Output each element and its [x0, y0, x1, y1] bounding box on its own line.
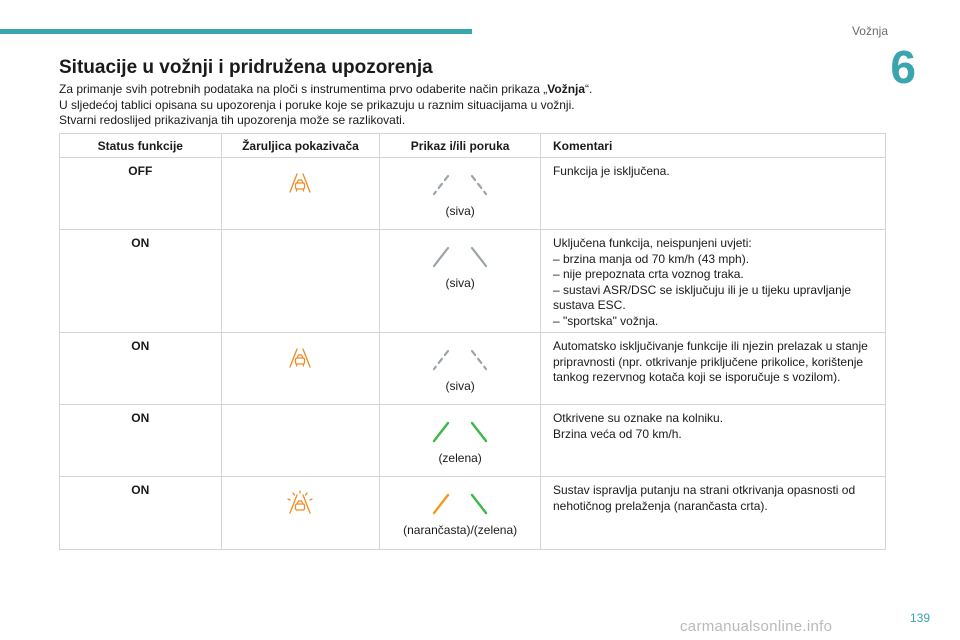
lane-lines-solid-grey-icon: [430, 246, 490, 268]
display-cell: [380, 405, 541, 477]
comment-line: – nije prepoznata crta voznog traka.: [552, 267, 744, 281]
table-row: [60, 333, 886, 405]
lamp-cell: [221, 477, 380, 550]
section-title: Vožnja: [851, 24, 888, 38]
lamp-cell: [221, 230, 380, 333]
status-cell: ON: [60, 405, 222, 477]
header-accent-bar: [0, 29, 472, 34]
intro-text: [59, 82, 592, 129]
display-label: (siva): [445, 379, 475, 393]
header-lamp: Žaruljica pokazivača: [221, 134, 380, 158]
status-cell: ON: [60, 230, 222, 333]
warnings-table: [59, 133, 886, 550]
lamp-cell: [221, 333, 380, 405]
mode-name: Vožnja: [547, 82, 586, 96]
chapter-number: 6: [890, 41, 916, 93]
comment-line: Brzina veća od 70 km/h.: [552, 426, 682, 441]
status-cell: ON: [60, 477, 222, 550]
table-header-row: [60, 134, 886, 158]
header-status: Status funkcije: [60, 134, 222, 158]
lane-lines-green-icon: [430, 421, 490, 443]
watermark: carmanualsonline.info: [680, 618, 833, 635]
comment-line: Automatsko isključivanje funkcije ili njezin prelazak u stanje pripravnosti (npr. otkrivanje priključene prikolice, korištenje tankog rezervnog kotača koji se isporučuje s vozilom).: [552, 339, 868, 384]
comment-line: – brzina manja od 70 km/h (43 mph).: [552, 251, 750, 266]
comment-line: – "sportska" vožnja.: [552, 313, 659, 328]
intro-line-1: Za primanje svih potrebnih podataka na ploči s instrumentima prvo odaberite način prikaza „Vožnja“.: [59, 82, 593, 96]
lane-warning-lamp-icon: [287, 171, 313, 195]
display-label: (narančasta)/(zelena): [403, 523, 518, 537]
display-cell: [380, 158, 541, 230]
lane-lines-dashed-grey-icon: [430, 349, 490, 371]
lane-lines-orange-green-icon: [430, 493, 490, 515]
intro-line-3: Stvarni redoslijed prikazivanja tih upozorenja može se razlikovati.: [59, 113, 406, 127]
table-row: [60, 230, 886, 333]
table-row: [60, 405, 886, 477]
header-display: Prikaz i/ili poruka: [380, 134, 541, 158]
display-cell: [380, 477, 541, 550]
comment-line: Uključena funkcija, neispunjeni uvjeti:: [552, 236, 752, 250]
comment-cell: [540, 158, 885, 230]
comment-line: Sustav ispravlja putanju na strani otkrivanja opasnosti od nehotičnog prelaženja (narančasta crta).: [552, 483, 856, 513]
table-row: [60, 158, 886, 230]
comment-cell: [540, 477, 885, 550]
intro-line-2: U sljedećoj tablici opisana su upozorenja i poruke koje se prikazuju u raznim situacijama u vožnji.: [59, 97, 575, 112]
display-cell: [380, 333, 541, 405]
lane-warning-lamp-icon: [287, 346, 313, 370]
comment-line: Otkrivene su oznake na kolniku.: [552, 411, 724, 425]
status-cell: ON: [60, 333, 222, 405]
table-row: [60, 477, 886, 550]
display-label: (siva): [445, 276, 475, 290]
lane-lines-dashed-grey-icon: [430, 174, 490, 196]
comment-cell: [540, 405, 885, 477]
comment-line: Funkcija je isključena.: [552, 164, 670, 178]
comment-line: – sustavi ASR/DSC se isključuju ili je u tijeku upravljanje sustava ESC.: [552, 282, 852, 312]
display-label: (zelena): [438, 451, 482, 465]
header-comments: Komentari: [540, 134, 885, 158]
page-title: Situacije u vožnji i pridružena upozorenja: [59, 57, 433, 78]
lane-correction-lamp-icon: [285, 490, 315, 516]
page-number: 139: [909, 611, 930, 625]
comment-cell: [540, 333, 885, 405]
display-cell: [380, 230, 541, 333]
lamp-cell: [221, 405, 380, 477]
lamp-cell: [221, 158, 380, 230]
comment-cell: [540, 230, 885, 333]
status-cell: OFF: [60, 158, 222, 230]
display-label: (siva): [445, 204, 475, 218]
